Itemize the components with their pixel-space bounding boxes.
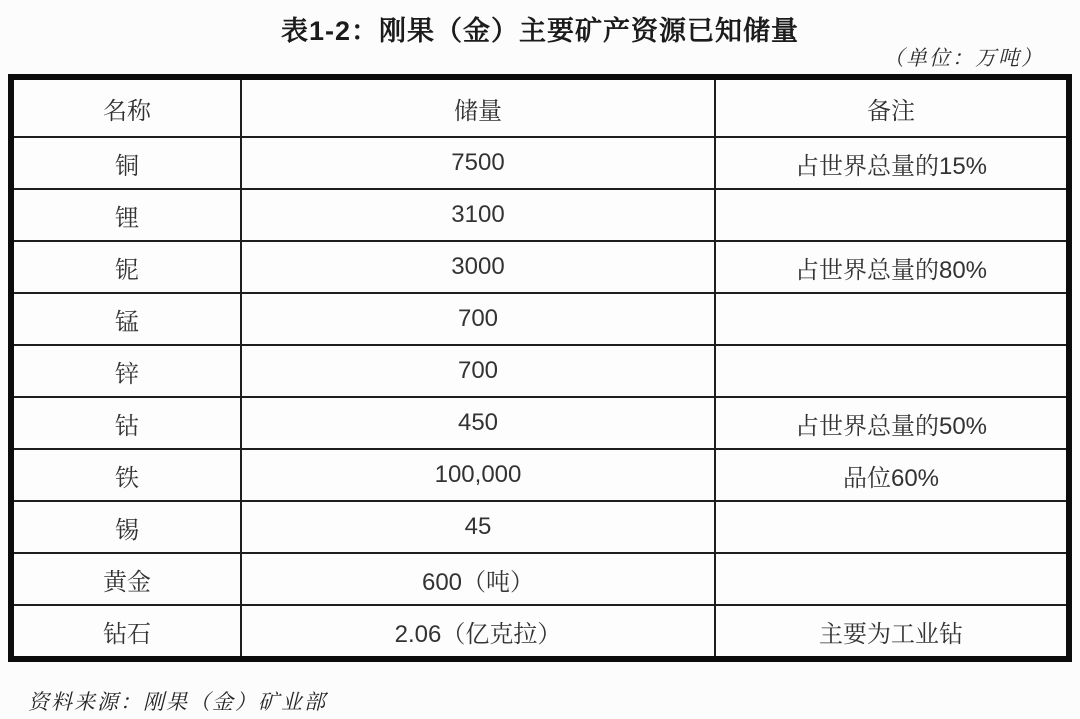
mineral-reserve-cell: 45	[241, 501, 715, 553]
mineral-reserve-cell: 2.06（亿克拉）	[241, 605, 715, 659]
table-row	[11, 553, 1069, 605]
mineral-note-cell	[715, 345, 1069, 397]
mineral-name-cell: 铌	[11, 241, 241, 293]
mineral-name-cell: 锰	[11, 293, 241, 345]
source-note: 资料来源：刚果（金）矿业部	[28, 690, 327, 714]
mineral-reserve-cell: 700	[241, 293, 715, 345]
col-header-note: 备注	[715, 77, 1069, 137]
table-row	[11, 293, 1069, 345]
table-row	[11, 189, 1069, 241]
mineral-name-cell: 黄金	[11, 553, 241, 605]
col-header-name: 名称	[11, 77, 241, 137]
mineral-reserve-cell: 700	[241, 345, 715, 397]
mineral-reserve-cell: 100,000	[241, 449, 715, 501]
mineral-name-cell: 锂	[11, 189, 241, 241]
table-row	[11, 345, 1069, 397]
mineral-name-cell: 铜	[11, 137, 241, 189]
mineral-note-cell	[715, 553, 1069, 605]
unit-note: （单位：万吨）	[883, 46, 1044, 70]
mineral-reserve-cell: 3100	[241, 189, 715, 241]
mineral-reserves-table	[8, 74, 1072, 662]
table-row	[11, 397, 1069, 449]
mineral-reserve-cell: 3000	[241, 241, 715, 293]
mineral-name-cell: 钴	[11, 397, 241, 449]
mineral-note-cell: 占世界总量的80%	[715, 241, 1069, 293]
mineral-name-cell: 锡	[11, 501, 241, 553]
table-row	[11, 137, 1069, 189]
mineral-name-cell: 钻石	[11, 605, 241, 659]
mineral-note-cell: 主要为工业钻	[715, 605, 1069, 659]
table-row	[11, 449, 1069, 501]
mineral-reserve-cell: 450	[241, 397, 715, 449]
mineral-reserve-cell: 600（吨）	[241, 553, 715, 605]
mineral-note-cell	[715, 189, 1069, 241]
table-row	[11, 605, 1069, 659]
table-row	[11, 501, 1069, 553]
mineral-note-cell	[715, 293, 1069, 345]
header-row	[11, 77, 1069, 137]
mineral-note-cell: 品位60%	[715, 449, 1069, 501]
col-header-reserve: 储量	[241, 77, 715, 137]
mineral-reserve-cell: 7500	[241, 137, 715, 189]
table-title: 表1-2：刚果（金）主要矿产资源已知储量	[280, 16, 800, 46]
mineral-name-cell: 铁	[11, 449, 241, 501]
mineral-name-cell: 锌	[11, 345, 241, 397]
mineral-note-cell: 占世界总量的15%	[715, 137, 1069, 189]
mineral-note-cell	[715, 501, 1069, 553]
mineral-note-cell: 占世界总量的50%	[715, 397, 1069, 449]
table-row	[11, 241, 1069, 293]
